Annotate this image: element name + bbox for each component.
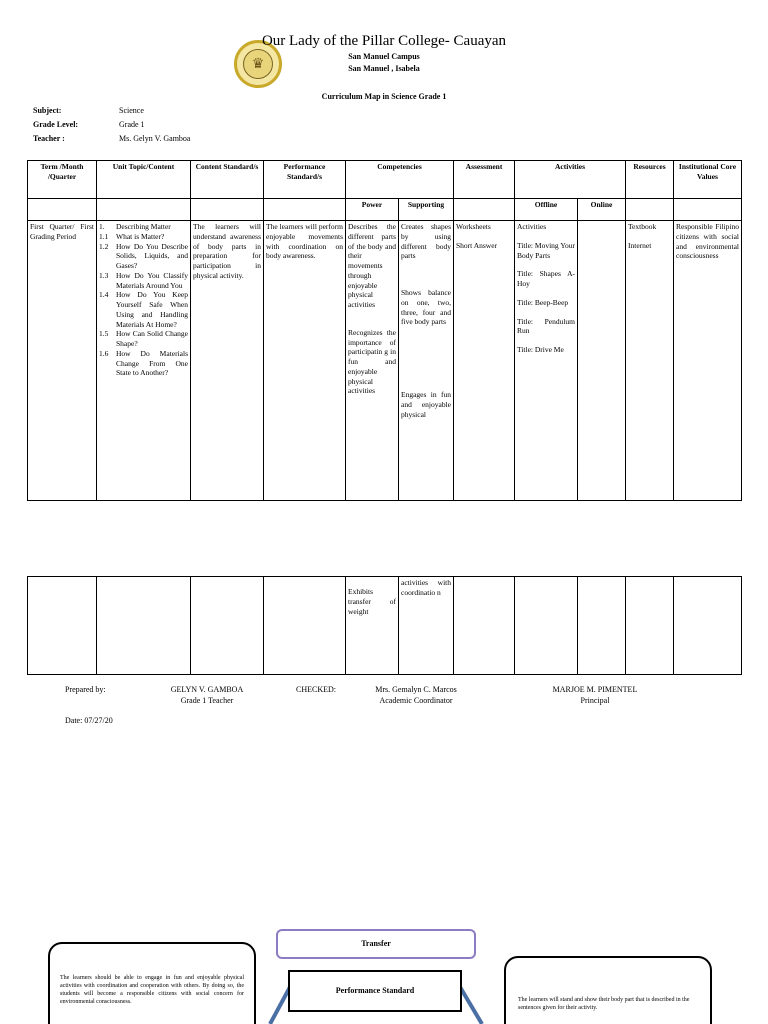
unit-topic-number: 1.	[99, 222, 105, 231]
curriculum-map-table	[27, 160, 742, 501]
unit-topic-item	[99, 271, 188, 291]
activity-item: Title: Moving Your Body Parts	[517, 240, 575, 260]
supporting-competency: Engages in fun and enjoyable physical	[401, 390, 451, 419]
seal-emblem-icon: ♛	[243, 49, 273, 79]
college-name: Our Lady of the Pillar College- Cauayan	[261, 33, 507, 49]
resources-cell	[626, 221, 674, 501]
principal-title: Principal	[580, 696, 610, 705]
power-competency: Recognizes the importance of participatin g in fun and enjoyable physical activities	[348, 327, 396, 396]
activity-description-text: The learners will stand and show their body part that is described in the sentences given for their activity.	[518, 997, 690, 1012]
unit-topic-item	[99, 290, 188, 329]
header-unit: Unit Topic/Content	[97, 161, 191, 199]
performance-standard-label: Performance Standard	[335, 986, 415, 995]
left-connector-line	[270, 987, 290, 1024]
activity-item: Title: Drive Me	[517, 345, 564, 354]
assessment-item: Worksheets	[456, 222, 491, 231]
unit-topic-item	[99, 242, 188, 271]
unit-topic-text: How Do You Keep Yourself Safe When Using and Handling Materials At Home?	[116, 290, 188, 329]
header-core-values: Institutional Core Values	[674, 161, 742, 199]
supporting-competencies-cell	[399, 221, 454, 501]
unit-topic-number: 1.4	[99, 290, 109, 300]
unit-topic-text: How Do You Describe Solids, Liquids, and Gases?	[116, 241, 188, 270]
prepared-by-label: Prepared by:	[65, 685, 106, 694]
power-competencies-cell	[346, 221, 399, 501]
unit-topic-number: 1.1	[99, 231, 109, 241]
subheader-power: Power	[346, 199, 399, 221]
resource-item: Internet	[628, 240, 652, 250]
subheader-supporting: Supporting	[399, 199, 454, 221]
learner-goal-box	[48, 942, 256, 1024]
unit-topic-text: How Can Solid Change Shape?	[116, 329, 188, 348]
power-competency: Exhibits transfer of weight	[348, 587, 396, 616]
unit-topic-text: Describing Matter	[116, 222, 171, 231]
assessment-item: Short Answer	[456, 240, 498, 250]
grade-value: Grade 1	[119, 120, 145, 129]
unit-topic-item	[99, 329, 188, 349]
preparer-name: GELYN V. GAMBOA	[170, 685, 244, 694]
unit-topic-text: What is Matter?	[116, 231, 165, 241]
unit-topics-cell	[97, 221, 191, 501]
header-row	[28, 161, 742, 199]
subheader-offline: Offline	[515, 199, 578, 221]
activity-item: Activities	[517, 222, 547, 231]
principal-name: MARJOE M. PIMENTEL	[552, 685, 638, 694]
resource-item: Textbook	[628, 222, 657, 231]
unit-topic-item	[99, 232, 188, 242]
header-performance-standard: Performance Standard/s	[264, 161, 346, 199]
header-term: Term /Month /Quarter	[28, 161, 97, 199]
power-competencies-cell	[346, 577, 399, 675]
unit-topic-item	[99, 222, 188, 232]
teacher-label: Teacher :	[33, 134, 65, 143]
right-connector-line	[460, 987, 482, 1024]
unit-topic-number: 1.6	[99, 348, 109, 358]
power-competency: Describes the different parts of the body and their movements through enjoyable physical activities	[348, 222, 396, 309]
transfer-box	[276, 929, 476, 959]
unit-topic-text: How Do You Classify Materials Around You	[116, 270, 188, 290]
performance-standard-cell: The learners will perform enjoyable movements with coordination on body awareness.	[264, 221, 346, 501]
grade-label: Grade Level:	[33, 120, 79, 129]
document-title: Curriculum Map in Science Grade 1	[321, 92, 447, 101]
checker-title: Academic Coordinator	[379, 696, 453, 705]
assessment-cell	[454, 221, 515, 501]
header-competencies: Competencies	[346, 161, 454, 199]
header-assessment: Assessment	[454, 161, 515, 199]
date-text: Date: 07/27/20	[65, 716, 113, 725]
table-row	[28, 577, 742, 675]
unit-topic-number: 1.5	[99, 329, 109, 339]
activity-item: Title: Pendulum Run	[517, 316, 575, 336]
supporting-competency: Shows balance on one, two, three, four and five body parts	[401, 288, 451, 327]
supporting-competencies-cell: activities with coordinatio n	[399, 577, 454, 675]
campus-name: San Manuel Campus	[348, 52, 420, 61]
subheader-online: Online	[578, 199, 626, 221]
teacher-value: Ms. Gelyn V. Gamboa	[119, 134, 191, 143]
table-row	[28, 221, 742, 501]
header-resources: Resources	[626, 161, 674, 199]
header-activities: Activities	[515, 161, 626, 199]
activity-item: Title: Beep-Beep	[517, 297, 569, 307]
checked-label: CHECKED:	[296, 685, 336, 694]
curriculum-map-continuation-table	[27, 576, 742, 675]
unit-topic-number: 1.2	[99, 241, 109, 251]
transfer-label: Transfer	[361, 939, 391, 948]
activity-description-box	[504, 956, 712, 1024]
header-content-standard: Content Standard/s	[191, 161, 264, 199]
unit-topic-list	[99, 222, 188, 378]
learner-goal-text: The learners should be able to engage in fun and enjoyable physical activities with coordination and cooperation with others. By doing so, the students will become a responsible citizens with social concern for environmental consciousness.	[60, 975, 244, 1006]
subheader-row	[28, 199, 742, 221]
preparer-title: Grade 1 Teacher	[180, 696, 234, 705]
activity-item: Title: Shapes A-Hoy	[517, 269, 575, 288]
offline-activities-cell	[515, 221, 578, 501]
supporting-competency: Creates shapes by using different body parts	[401, 222, 451, 261]
unit-topic-number: 1.3	[99, 270, 109, 280]
campus-address: San Manuel , Isabela	[348, 64, 420, 73]
content-standard-cell: The learners will understand awareness of body parts in preparation for participation in physical activity.	[191, 221, 264, 501]
unit-topic-text: How Do Materials Change From One State to Another?	[116, 348, 188, 378]
subject-label: Subject:	[33, 106, 62, 115]
performance-standard-box	[288, 970, 462, 1012]
checker-name: Mrs. Gemalyn C. Marcos	[375, 685, 457, 694]
core-values-cell: Responsible Filipino citizens with social and environmental consciousness	[674, 221, 742, 501]
unit-topic-item	[99, 349, 188, 378]
online-activities-cell	[578, 221, 626, 501]
subject-value: Science	[119, 106, 144, 115]
term-cell: First Quarter/ First Grading Period	[28, 221, 97, 501]
